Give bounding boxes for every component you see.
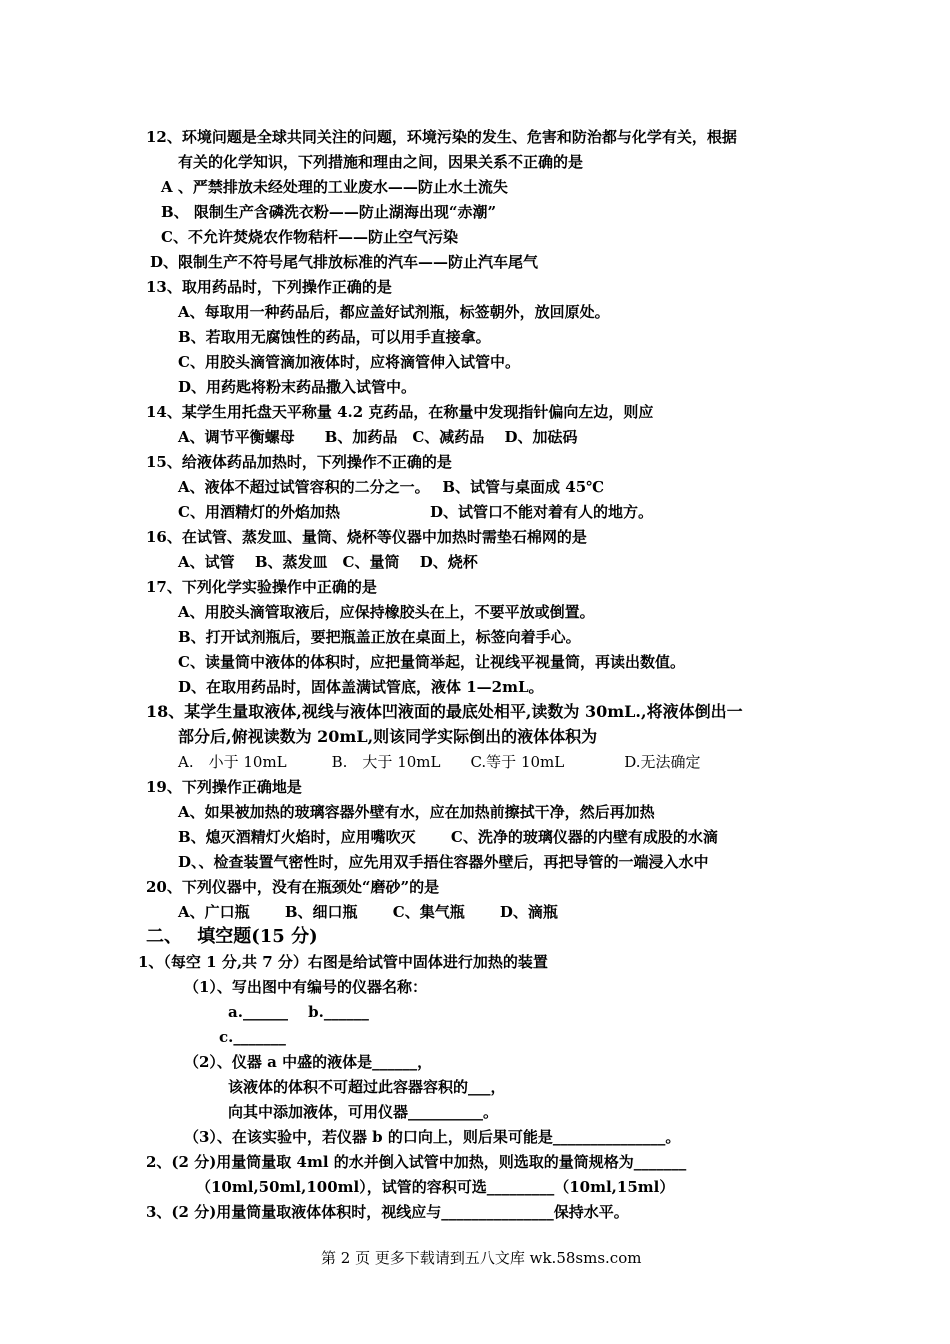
fill-q1-blanks-ab: a.______ b.______	[228, 1003, 369, 1021]
q15-stem: 15、给液体药品加热时，下列操作不正确的是	[146, 453, 452, 471]
q18-stem-line1: 18、某学生量取液体,视线与液体凹液面的最底处相平,读数为 30mL.,将液体倒出一	[146, 702, 743, 721]
q13-stem: 13、取用药品时，下列操作正确的是	[146, 278, 392, 296]
q17-option-d: D、在取用药品时，固体盖满试管底，液体 1—2mL。	[178, 678, 544, 696]
q12-stem-line1: 12、环境问题是全球共同关注的问题，环境污染的发生、危害和防治都与化学有关，根据	[146, 128, 737, 146]
q16-stem: 16、在试管、蒸发皿、量筒、烧杯等仪器中加热时需垫石棉网的是	[146, 528, 587, 546]
q13-option-a: A、每取用一种药品后，都应盖好试剂瓶，标签朝外，放回原处。	[178, 303, 610, 321]
q19-option-d: D、、检查装置气密性时，应先用双手捂住容器外壁后，再把导管的一端浸入水中	[178, 853, 709, 871]
q13-option-c: C、用胶头滴管滴加液体时，应将滴管伸入试管中。	[178, 353, 520, 371]
fill-q1-part2-line3: 向其中添加液体，可用仪器__________。	[228, 1103, 499, 1121]
q19-stem: 19、下列操作正确地是	[146, 778, 302, 796]
q14-options: A、调节平衡螺母 B、加药品 C、减药品 D、加砝码	[178, 428, 578, 446]
section-heading: 二、 填空题(15 分)	[146, 926, 318, 947]
q18-options: A. 小于 10mL B. 大于 10mL C.等于 10mL D.无法确定	[178, 753, 701, 771]
q12-option-d: D、限制生产不符号尾气排放标准的汽车——防止汽车尾气	[150, 253, 539, 271]
fill-q2-line2: （10ml,50ml,100ml），试管的容积可选_________（10ml,15ml）	[196, 1178, 675, 1196]
fill-q2-line1: 2、(2 分)用量筒量取 4ml 的水并倒入试管中加热，则选取的量筒规格为_______	[146, 1153, 687, 1171]
q15-options-cd: C、用酒精灯的外焰加热 D、试管口不能对着有人的地方。	[178, 503, 653, 521]
fill-q1-part2: （2）、仪器 a 中盛的液体是______，	[184, 1053, 433, 1071]
q17-option-c: C、读量筒中液体的体积时，应把量筒举起，让视线平视量筒，再读出数值。	[178, 653, 685, 671]
q15-options-ab: A、液体不超过试管容积的二分之一。 B、试管与桌面成 45℃	[178, 478, 605, 496]
q12-option-a: A 、严禁排放未经处理的工业废水——防止水土流失	[161, 178, 508, 196]
q17-stem: 17、下列化学实验操作中正确的是	[146, 578, 377, 596]
q12-option-b: B、 限制生产含磷洗衣粉——防止湖海出现“赤潮”	[161, 203, 497, 221]
q12-stem-line2: 有关的化学知识，下列措施和理由之间，因果关系不正确的是	[178, 153, 584, 171]
q19-option-a: A、如果被加热的玻璃容器外壁有水，应在加热前擦拭干净，然后再加热	[178, 803, 655, 821]
fill-q1-blank-c: c._______	[219, 1028, 286, 1046]
q19-options-bc: B、熄灭酒精灯火焰时，应用嘴吹灭 C、洗净的玻璃仪器的内壁有成股的水滴	[178, 828, 718, 846]
fill-q1-part2-line2: 该液体的体积不可超过此容器容积的___，	[228, 1078, 506, 1096]
q16-options: A、试管 B、蒸发皿 C、量筒 D、烧杯	[178, 553, 478, 571]
q12-option-c: C、不允许焚烧农作物秸杆——防止空气污染	[161, 228, 458, 246]
q18-stem-line2: 部分后,俯视读数为 20mL,则该同学实际倒出的液体体积为	[178, 727, 598, 746]
q17-option-b: B、打开试剂瓶后，要把瓶盖正放在桌面上，标签向着手心。	[178, 628, 581, 646]
fill-q1-part1: （1）、写出图中有编号的仪器名称：	[184, 978, 427, 996]
q13-option-d: D、用药匙将粉末药品撒入试管中。	[178, 378, 417, 396]
q20-options: A、广口瓶 B、细口瓶 C、集气瓶 D、滴瓶	[178, 903, 558, 921]
q14-stem: 14、某学生用托盘天平称量 4.2 克药品，在称量中发现指针偏向左边，则应	[146, 403, 654, 421]
page-footer: 第 2 页 更多下载请到五八文库 wk.58sms.com	[321, 1249, 642, 1267]
fill-q3: 3、(2 分)用量筒量取液体体积时，视线应与_______________保持水平。	[146, 1203, 629, 1221]
q20-stem: 20、下列仪器中，没有在瓶颈处“磨砂”的是	[146, 878, 440, 896]
fill-q1-stem: 1、（每空 1 分,共 7 分）右图是给试管中固体进行加热的装置	[138, 953, 548, 971]
q13-option-b: B、若取用无腐蚀性的药品，可以用手直接拿。	[178, 328, 491, 346]
q17-option-a: A、用胶头滴管取液后，应保持橡胶头在上，不要平放或倒置。	[178, 603, 595, 621]
fill-q1-part3: （3）、在该实验中，若仪器 b 的口向上，则后果可能是_______________。	[184, 1128, 681, 1146]
